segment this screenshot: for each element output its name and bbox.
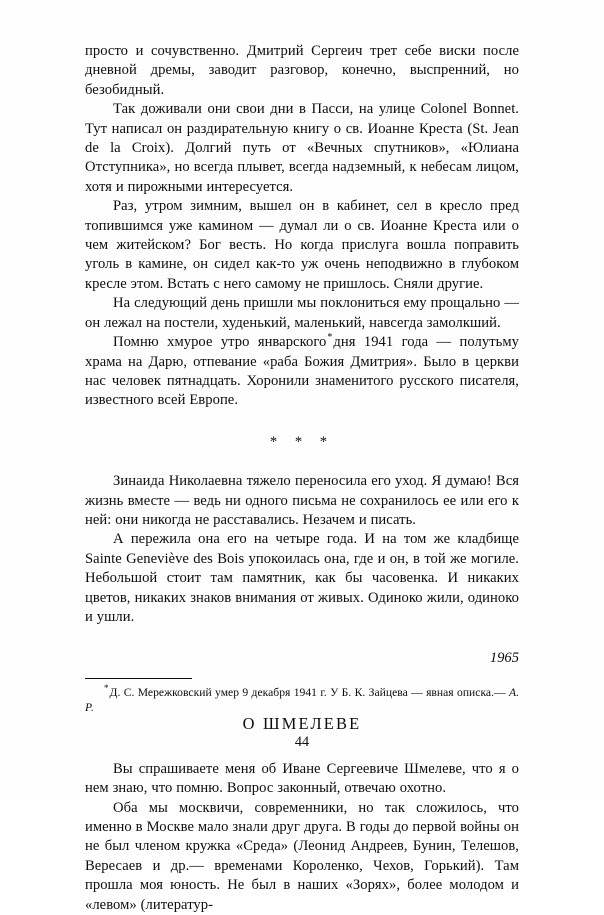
- footnote-marker: *: [104, 683, 109, 694]
- paragraph: Так доживали они свои дни в Пасси, на улице Colonel Bonnet. Тут написал он раздирательную книгу о св. Иоанне Креста (St. Jean de la Croix). Долгий путь от «Вечных спутников», «Юлиана Отступника», но всегда плывет, всегда надземный, к небесам лицом, хотя и пирожными интересуется.: [85, 101, 519, 195]
- page-number: 44: [294, 734, 310, 750]
- paragraph: На следующий день пришли мы поклониться ему прощально — он лежал на постели, худенький, маленький, навсегда замолкший.: [85, 295, 519, 331]
- paragraph: Вы спрашиваете меня об Иване Сергеевиче Шмелеве, что я о нем знаю, что помню. Вопрос законный, отвечаю охотно.: [85, 760, 519, 797]
- paragraph: Раз, утром зимним, вышел он в кабинет, сел в кресло пред топившимся уже камином — думал ли о св. Иоанне Креста или о чем житейском? Бог весть. Но когда прислуга вошла поправить уголь в камине, он сидел как-то уж очень неподвижно в глубоком кресле этом. Встать с него самому не пришлось. Сняли другие.: [85, 198, 519, 292]
- footnote-rule: [85, 678, 192, 679]
- footnote-reference-marker[interactable]: *: [327, 332, 333, 344]
- paragraph: Зинаида Николаевна тяжело переносила его уход. Я думаю! Вся жизнь вместе — ведь ни одного письма не сохранилось ее или его к ней: они никогда не расставались. Незачем и писать.: [85, 473, 519, 528]
- paragraph: А пережила она его на четыре года. И на том же кладбище Sainte Geneviève des Bois упокоилась она, где и он, в той же могиле. Небольшой стоит там памятник, как бы часовенка. И никаких цветов, никаких знаков внимания от живых. Одиноко жили, одиноко и ушли.: [85, 531, 519, 625]
- footnote-body: Д. С. Мережковский умер 9 декабря 1941 г. У Б. К. Зайцева — явная описка.—: [109, 686, 509, 699]
- footnote-signature: А. Р.: [85, 686, 519, 715]
- footnote-paragraph-text-after: дня 1941 года — полутьму храма на Дарю, отпевание «раба Божия Дмитрия». Было в церкви нас человек пятнадцать. Хоронили знаменитого русского писателя, известного всей Европе.: [85, 334, 519, 409]
- text-column: [85, 42, 519, 915]
- paragraph-with-footnote-marker: [85, 333, 519, 411]
- paragraph-continuation: просто и сочувственно. Дмитрий Сергеич трет себе виски после дневной дремы, заводит разговор, конечно, выспренний, но безобидный.: [85, 43, 519, 98]
- footnote-text: [85, 685, 519, 716]
- chapter-title: О ШМЕЛЕВЕ: [242, 713, 362, 733]
- section-separator: * * *: [269, 433, 335, 450]
- text-date: 1965: [489, 650, 519, 667]
- footnote-paragraph-text-before: Помню хмурое утро январского: [113, 334, 327, 351]
- paragraph: Оба мы москвичи, современники, но так сложилось, что именно в Москве мало знали друг друга. В годы до первой войны он не был членом кружка «Среда» (Леонид Андреев, Бунин, Телешов, Вересаев и др.— временами Короленко, Чехов, Горький). Там прошла моя юность. Не был в наших «Зорях», более молодом и «левом» (литератур-: [85, 799, 519, 913]
- footnote-block: [85, 678, 519, 716]
